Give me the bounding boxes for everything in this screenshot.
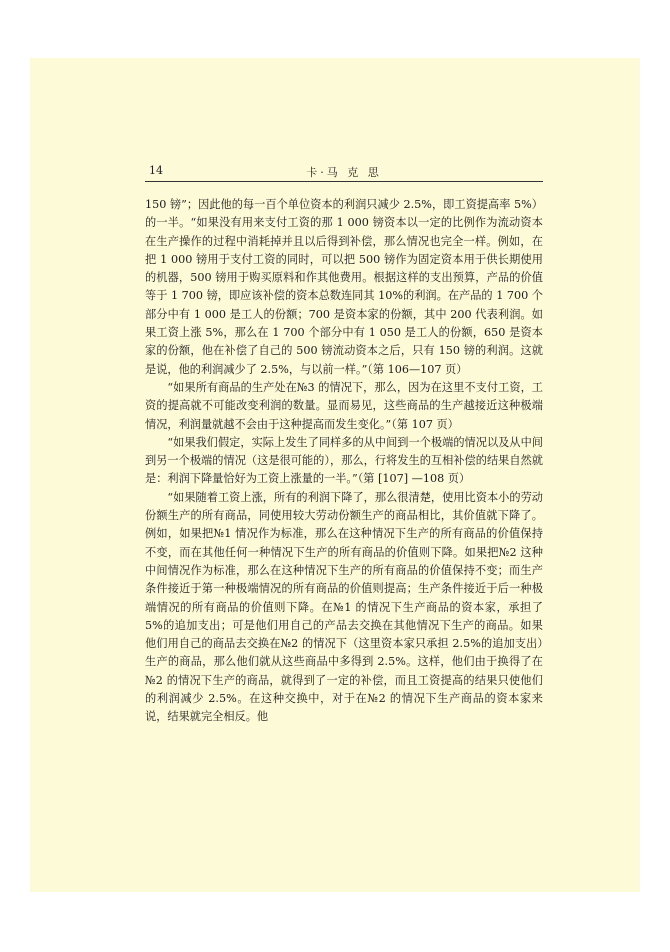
- paragraph: “如果我们假定，实际上发生了同样多的从中间到一个极端的情况以及从中间到另一个极端的情况（这是很可能的），那么，行将发生的互相补偿的结果自然就是：利润下降量恰好为工资上涨量的一半。”（第 [107] —108 页）: [145, 435, 543, 486]
- paragraph: “如果随着工资上涨，所有的利润下降了，那么很清楚，使用比资本小的劳动份额生产的所有商品，同使用较大劳动份额生产的商品相比，其价值就下降了。例如，如果把№1 情况作为标准，那么在这种情况下生产的所有商品的价值保持不变，而在其他任何一种情况下生产的所有商品的价值则下降。如果把№2 这种中间情况作为标准，那么在这种情况下生产的所有商品的价值保持不变；而生产条件接近于第一种极端情况的所有商品的价值则提高；生产条件接近于后一种极端情况的所有商品的价值则下降。在№1 的情况下生产商品的资本家，承担了 5%的追加支出；可是他们用自己的产品去交换在其他情况下生产的商品。如果他们用自己的商品去交换在№2 的情况下（这里资本家只承担 2.5%的追加支出）生产的商品，那么他们就从这些商品中多得到 2.5%。这样，他们由于换得了在№2 的情况下生产的商品，就得到了一定的补偿，而且工资提高的结果只使他们的利润减少 2.5%。在这种交换中，对于在№2 的情况下生产商品的资本家来说，结果就完全相反。他: [145, 490, 543, 724]
- running-header: [145, 161, 543, 182]
- running-title: 卡·马 克 思: [306, 166, 382, 179]
- page-number: 14: [149, 164, 163, 177]
- body-text: [145, 196, 543, 727]
- paragraph-continuation: 150 镑”；因此他的每一百个单位资本的利润只减少 2.5%，即工资提高率 5%）的一半。“如果没有用来支付工资的那 1 000 镑资本以一定的比例作为流动资本在生产操作的过程中消耗掉并且以后得到补偿，那么情况也完全一样。例如，在把 1 000 镑用于支付工资的同时，可以把 500 镑作为固定资本用于供长期使用的机器，500 镑用于购买原料和作其他费用。根据这样的支出预算，产品的价值等于 1 700 镑，即应该补偿的资本总数连同其 10%的利润。在产品的 1 700 个部分中有 1 000 是工人的份额；700 是资本家的份额，其中 200 代表利润。如果工资上涨 5%，那么在 1 700 个部分中有 1 050 是工人的份额，650 是资本家的份额，他在补偿了自己的 500 镑流动资本之后，只有 150 镑的利润。这就是说，他的利润减少了 2.5%，与以前一样。”（第 106—107 页）: [145, 198, 543, 376]
- paragraph: “如果所有商品的生产处在№3 的情况下，那么，因为在这里不支付工资，工资的提高就不可能改变利润的数量。显而易见，这些商品的生产越接近这种极端情况，利润量就越不会由于这种提高而发生变化。”（第 107 页）: [145, 380, 543, 431]
